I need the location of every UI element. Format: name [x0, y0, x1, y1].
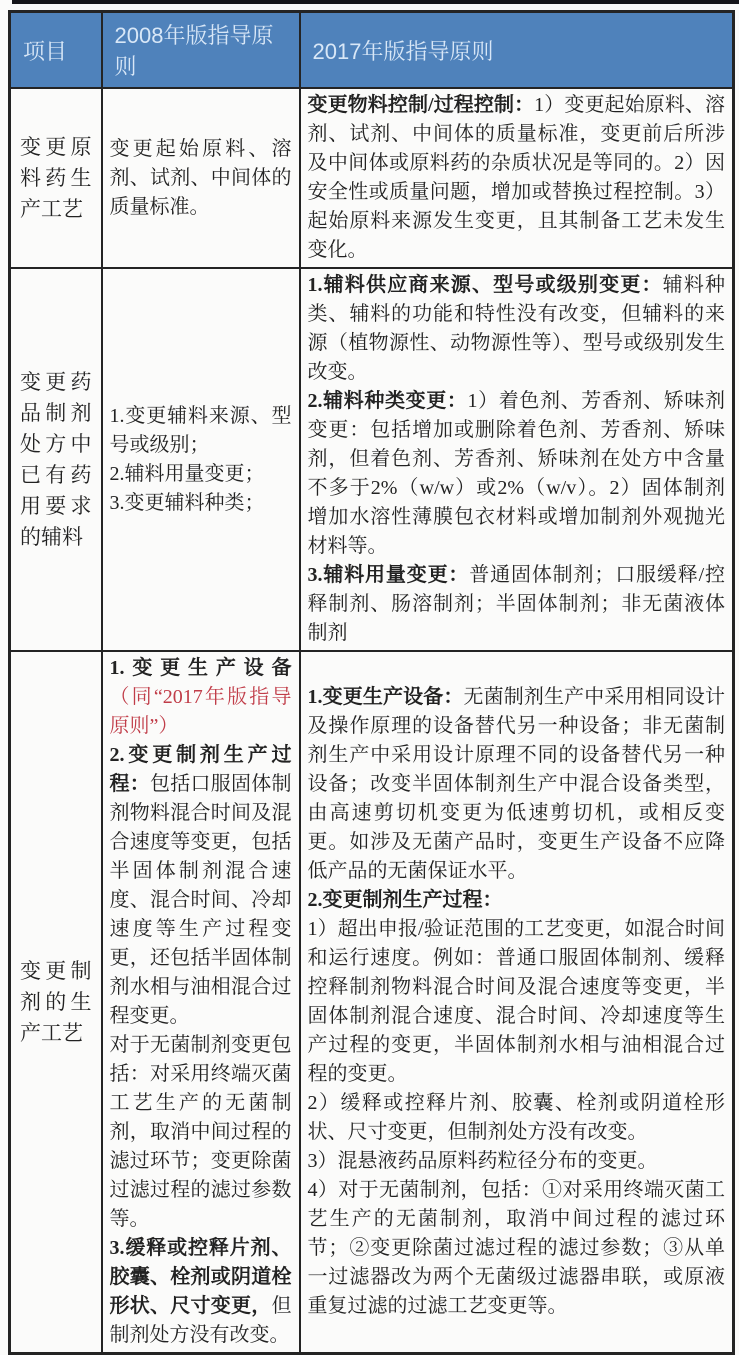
paragraph [110, 1031, 292, 1234]
bold-label: 1.变更生产设备 [109, 657, 292, 679]
paragraph [308, 683, 726, 886]
bold-label: 1.变更生产设备： [307, 686, 464, 708]
paragraph [308, 915, 726, 1089]
scan-artifact-bar [12, 0, 739, 4]
paragraph [308, 91, 726, 265]
body-text: 无菌制剂生产中采用相同设计及操作原理的设备替代另一种设备；非无菌制剂生产中采用设计原理不同的设备替代另一种设备；改变半固体制剂生产中混合设备类型，由高速剪切机变更为低速剪切机，或相反变更。如涉及无菌产品时，变更生产设备不应降低产品的无菌保证水平。 [307, 686, 725, 882]
bold-label: 3.缓释或控释片剂、胶囊、栓剂或阴道栓形状、尺寸变更， [109, 1237, 292, 1317]
paragraph [110, 654, 292, 683]
highlighted-red-text: （同“2017年版指导原则”） [109, 686, 292, 737]
paragraph [110, 402, 292, 460]
cell-2008-excipients [102, 268, 300, 651]
paragraph [110, 683, 292, 741]
bold-label: 2.变更制剂生产过程： [109, 744, 292, 795]
paragraph [308, 1147, 726, 1176]
bold-label: 1.辅料供应商来源、型号或级别变更： [307, 274, 663, 296]
header-item: 项目 [10, 12, 102, 89]
body-text: 3）混悬液药品原料药粒径分布的变更。 [307, 1150, 658, 1172]
body-text: 对于无菌制剂变更包括：对采用终端灭菌工艺生产的无菌制剂，取消中间过程的滤过环节；变更除菌过滤过程的滤过参数等。 [109, 1034, 292, 1230]
body-text: 1.变更辅料来源、型号或级别； [109, 404, 292, 456]
table-row [10, 88, 734, 268]
body-text: 4）对于无菌制剂，包括：①对采用终端灭菌工艺生产的无菌制剂，取消中间过程的滤过环节；②变更除菌过滤过程的滤过参数；③从单一过滤器改为两个无菌级过滤器串联，或原液重复过滤的过滤工艺变更等。 [307, 1179, 725, 1317]
body-text: 1）超出申报/验证范围的工艺变更，如混合时间和运行速度。例如：普通口服固体制剂、缓释控释制剂物料混合时间及混合速度等变更，半固体制剂混合速度、混合时间、冷却速度等生产过程的变更，半固体制剂水相与油相混合过程的变更。 [307, 918, 725, 1085]
paragraph [308, 1089, 726, 1147]
paragraph [110, 489, 292, 518]
comparison-table [8, 10, 735, 1355]
header-2008: 2008年版指导原则 [102, 12, 300, 89]
bold-label: 2.辅料种类变更： [307, 390, 468, 412]
table-header [10, 12, 734, 89]
paragraph [110, 1234, 292, 1350]
table-body [10, 88, 734, 1354]
bold-label: 2.变更制剂生产过程： [307, 889, 503, 911]
paragraph [110, 741, 292, 1031]
body-text: 1）着色剂、芳香剂、矫味剂变更：包括增加或删除着色剂、芳香剂、矫味剂，但着色剂、芳香剂、矫味剂在处方中含量不多于2%（w/w）或2%（w/v）。2）固体制剂增加水溶性薄膜包衣材料或增加制剂外观抛光材料等。 [307, 390, 725, 557]
header-2017: 2017年版指导原则 [300, 12, 734, 89]
cell-2017-api-process [300, 88, 734, 268]
cell-item-api-process: 变更原料药生产工艺 [10, 88, 102, 268]
paragraph [308, 561, 726, 648]
body-text: 但制剂处方没有改变。 [109, 1295, 292, 1346]
paragraph [110, 135, 292, 222]
body-text: 包括口服固体制剂物料混合时间及混合速度等变更，包括半固体制剂混合速度、混合时间、冷却速度等生产过程变更，还包括半固体制剂水相与油相混合过程变更。 [109, 773, 292, 1027]
table-row [10, 651, 734, 1354]
paragraph [308, 271, 726, 387]
body-text: 变更起始原料、溶剂、试剂、中间体的质量标准。 [109, 137, 292, 218]
body-text: 普通固体制剂；口服缓释/控释制剂、肠溶制剂；半固体制剂；非无菌液体制剂 [307, 564, 726, 644]
cell-2008-formulation-process [102, 651, 300, 1354]
paragraph [308, 387, 726, 561]
body-text: 1）变更起始原料、溶剂、试剂、中间体的质量标准，变更前后所涉及中间体或原料药的杂质状况是等同的。2）因安全性或质量问题，增加或替换过程控制。3）起始原料来源发生变更，且其制备工艺未发生变化。 [307, 94, 726, 261]
paragraph [308, 1176, 726, 1321]
paragraph [110, 460, 292, 489]
header-row [10, 12, 734, 89]
body-text: 2）缓释或控释片剂、胶囊、栓剂或阴道栓形状、尺寸变更，但制剂处方没有改变。 [307, 1092, 725, 1143]
cell-2008-api-process [102, 88, 300, 268]
cell-2017-formulation-process [300, 651, 734, 1354]
table-row [10, 268, 734, 651]
cell-item-formulation-process: 变更制剂的生产工艺 [10, 651, 102, 1354]
paragraph [308, 886, 726, 915]
cell-2017-excipients [300, 268, 734, 651]
body-text: 2.辅料用量变更； [109, 462, 265, 485]
bold-label: 变更物料控制/过程控制： [307, 94, 535, 116]
bold-label: 3.辅料用量变更： [307, 564, 470, 586]
cell-item-excipients: 变更药品制剂处方中已有药用要求的辅料 [10, 268, 102, 651]
body-text: 3.变更辅料种类； [109, 491, 265, 514]
body-text: 辅料种类、辅料的功能和特性没有改变，但辅料的来源（植物源性、动物源性等）、型号或级别发生改变。 [307, 274, 726, 383]
